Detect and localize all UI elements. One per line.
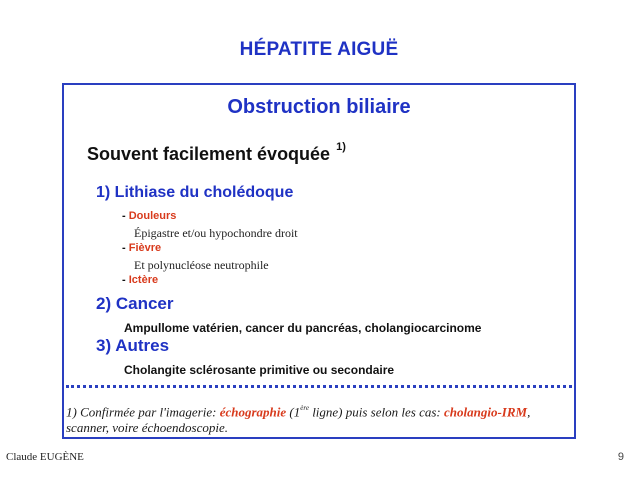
author-footer: Claude EUGÈNE [6,451,84,463]
page-number: 9 [617,451,624,463]
item-label: Douleurs [128,210,177,222]
section-lithiase-heading: 1) Lithiase du cholédoque [96,184,294,201]
section-cancer-detail: Ampullome vatérien, cancer du pancréas, cholangiocarcinome [124,321,482,335]
subtitle [87,141,346,165]
item-label: Fièvre [128,242,162,254]
footnote-highlight-echographie: échographie [219,404,287,420]
section-autres-heading: 3) Autres [96,336,170,355]
footnote: 1) Confirmée par l'imagerie: échographie (1ère ligne) puis selon les cas: cholangio-IRM, scanner, voire échoendoscopie. [66,404,531,436]
dotted-divider [66,385,572,388]
list-item-ictere: - Ictère [122,274,159,286]
slide-title: HÉPATITE AIGUË [239,39,399,60]
section-autres-detail: Cholangite sclérosante primitive ou secondaire [124,363,395,377]
footnote-highlight-cholangio-irm: cholangio-IRM [443,404,528,420]
subtitle-text: Souvent facilement évoquée [87,144,331,164]
item-label: Ictère [128,274,159,286]
item-detail-douleurs: Épigastre et/ou hypochondre droit [134,226,298,240]
content-frame [62,83,576,439]
section-cancer-heading: 2) Cancer [96,294,174,313]
list-item-fievre: - Fièvre [122,242,162,254]
list-item-douleurs: - Douleurs [122,210,177,222]
box-title: Obstruction biliaire [227,96,411,118]
subtitle-ref: 1) [336,141,346,153]
item-detail-fievre: Et polynucléose neutrophile [134,258,269,272]
